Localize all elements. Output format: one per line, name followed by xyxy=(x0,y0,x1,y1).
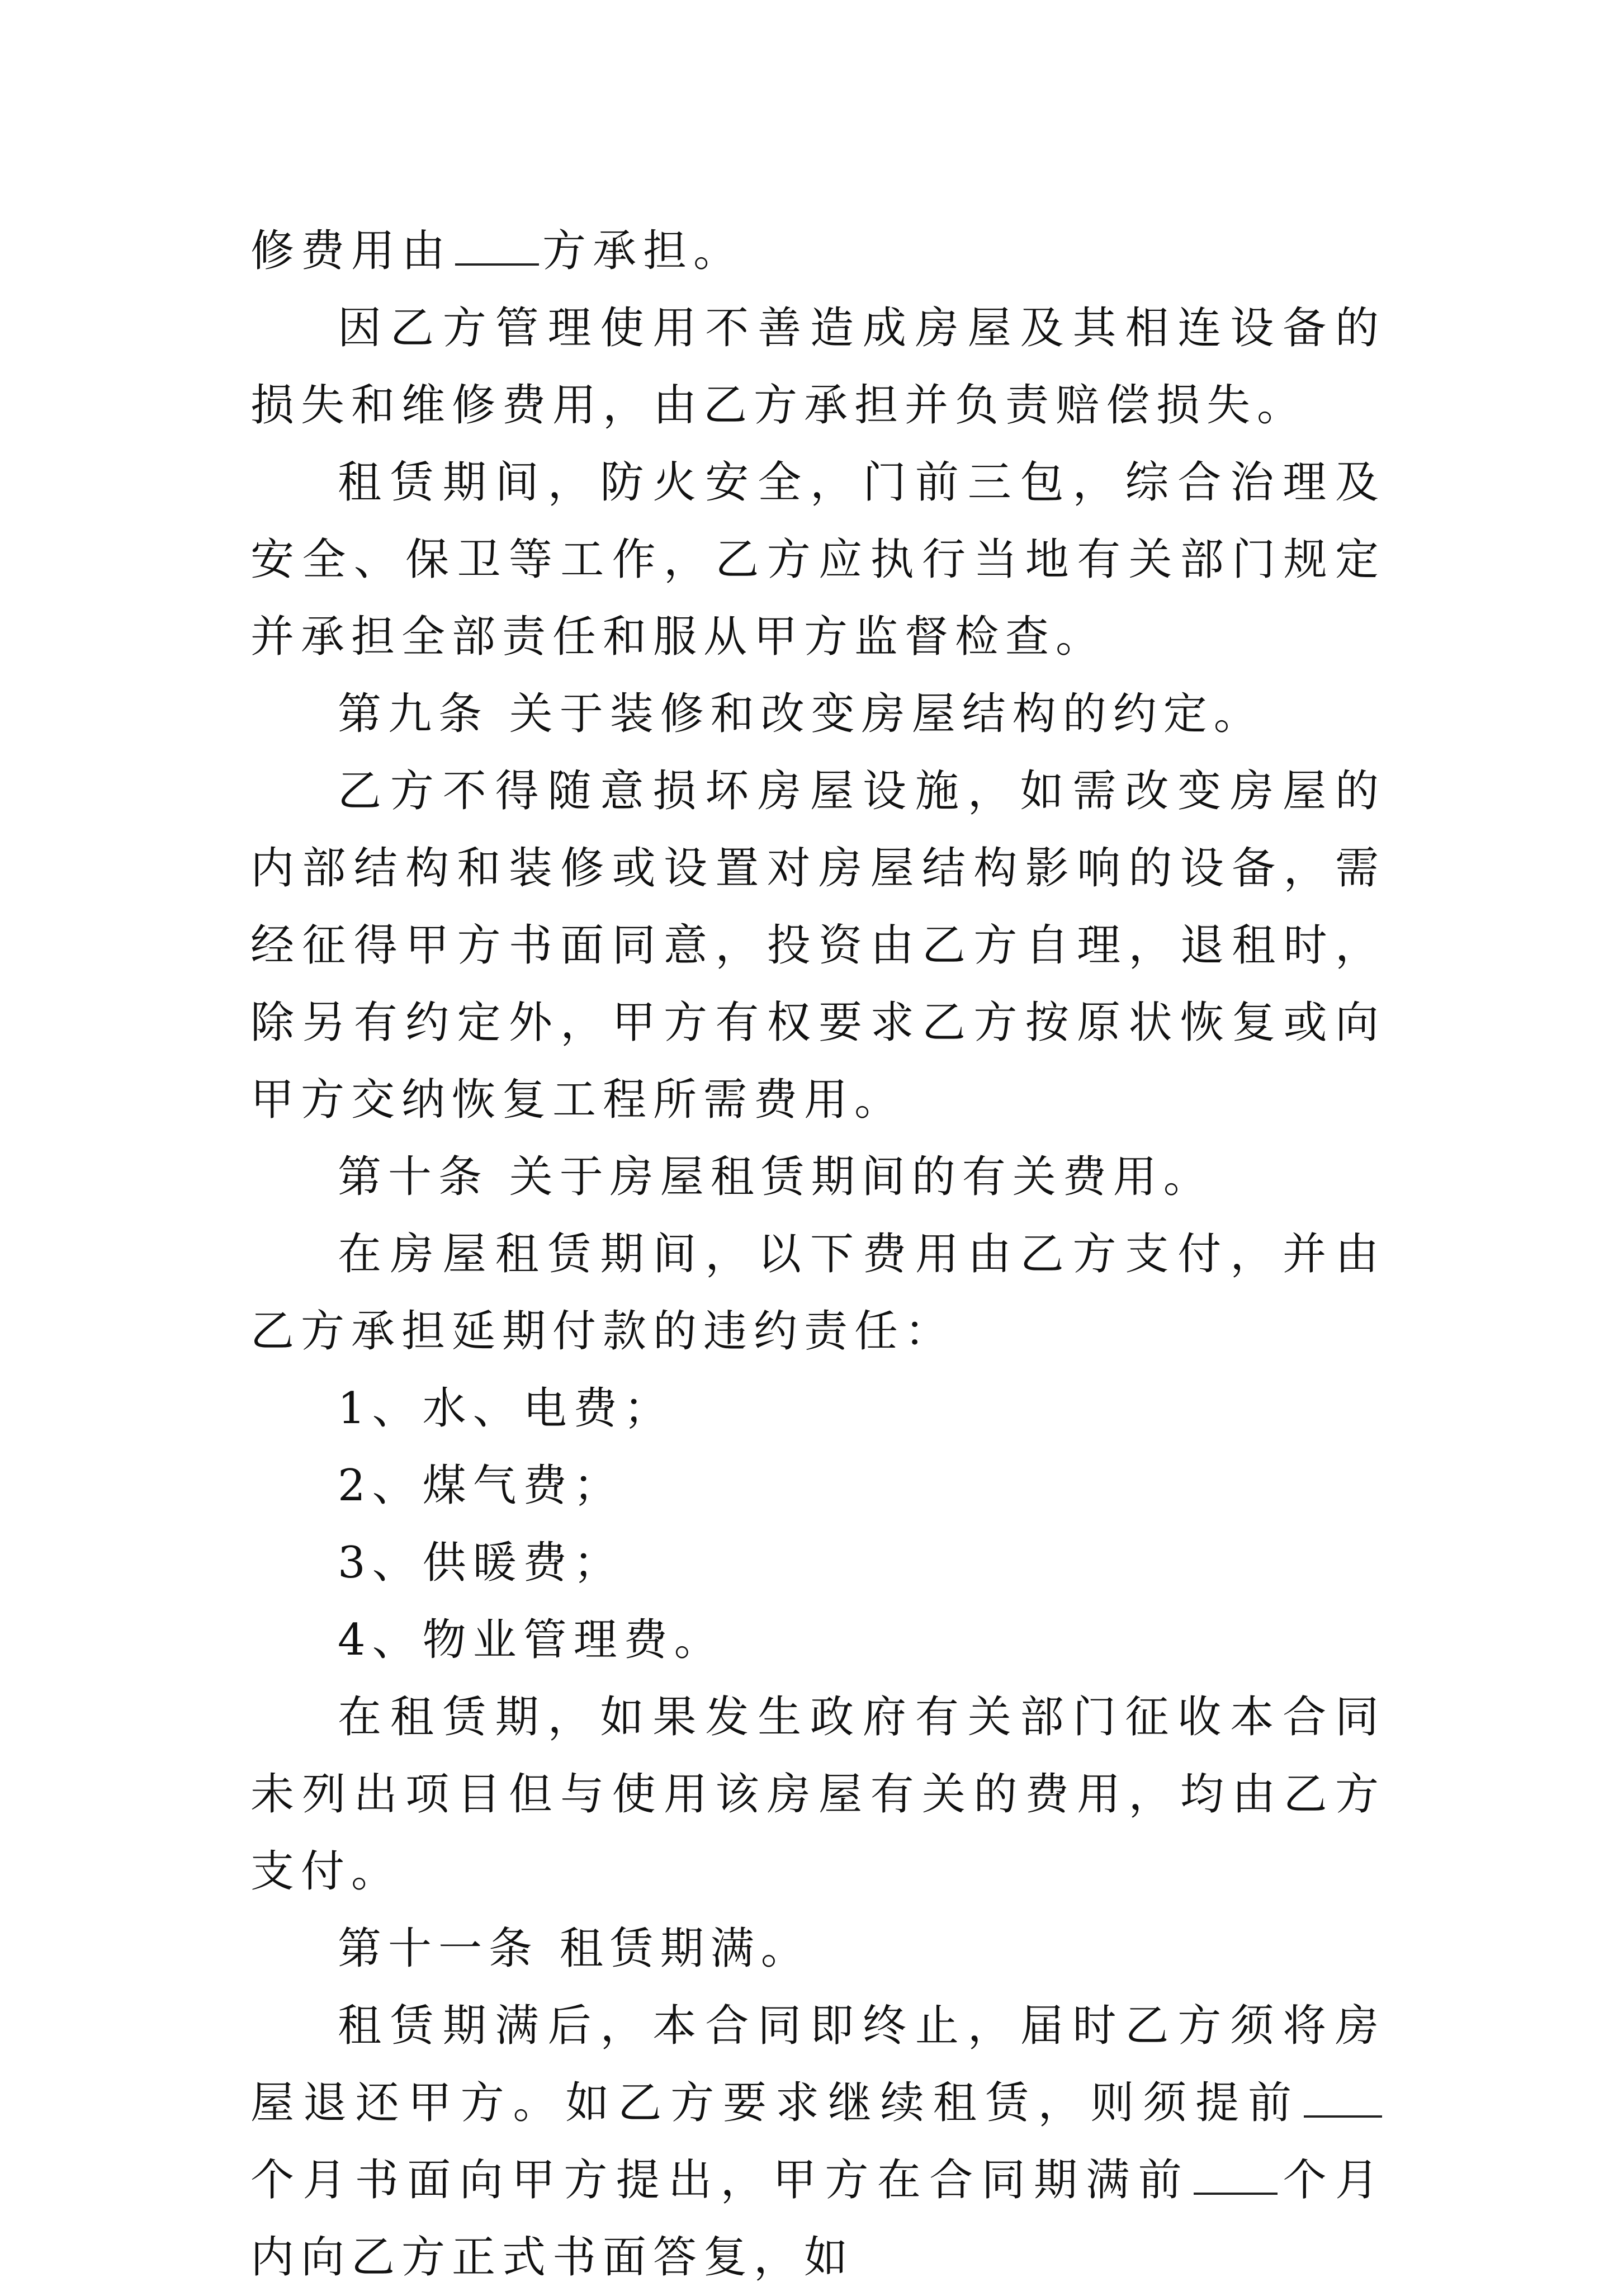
paragraph-text: 租赁期满后，本合同即终止，届时乙方须将房屋退还甲方。如乙方要求继续租赁，则须提前 xyxy=(250,2001,1385,2128)
paragraph-safety-duties: 租赁期间，防火安全，门前三包，综合治理及安全、保卫等工作，乙方应执行当地有关部门规定并承担全部责任和服从甲方监督检查。 xyxy=(250,457,1385,662)
paragraph-fees-intro: 在房屋租赁期间，以下费用由乙方支付，并由乙方承担延期付款的违约责任： xyxy=(250,1229,1385,1357)
paragraph-lease-expiry xyxy=(250,1987,1385,2296)
fill-in-blank xyxy=(455,230,539,266)
list-item: 4、物业管理费。 xyxy=(338,1615,725,1665)
list-item: 1、水、电费； xyxy=(338,1383,674,1434)
list-item: 2、煤气费； xyxy=(338,1461,624,1511)
article-9-heading: 第九条 关于装修和改变房屋结构的约定。 xyxy=(338,689,1264,739)
paragraph-government-fees: 在租赁期，如果发生政府有关部门征收本合同未列出项目但与使用该房屋有关的费用，均由乙方支付。 xyxy=(250,1692,1385,1897)
fill-in-blank xyxy=(1304,2082,1382,2118)
paragraph-renovation: 乙方不得随意损坏房屋设施，如需改变房屋的内部结构和装修或设置对房屋结构影响的设备，需经征得甲方书面同意，投资由乙方自理，退租时，除另有约定外，甲方有权要求乙方按原状恢复或向甲方交纳恢复工程所需费用。 xyxy=(250,766,1385,1125)
paragraph-text: 修费用由 xyxy=(250,226,452,276)
paragraph-text: 个月内向乙方正式书面答复，如 xyxy=(250,2155,1385,2283)
paragraph-text: 个月书面向甲方提出，甲方在合同期满前 xyxy=(250,2155,1191,2205)
paragraph-damage-liability: 因乙方管理使用不善造成房屋及其相连设备的损失和维修费用，由乙方承担并负责赔偿损失。 xyxy=(250,303,1385,431)
article-11-heading: 第十一条 租赁期满。 xyxy=(338,1924,811,1974)
paragraph-repair-cost xyxy=(250,212,1385,290)
document-body xyxy=(250,212,1385,2296)
article-10-heading: 第十条 关于房屋租赁期间的有关费用。 xyxy=(338,1152,1214,1202)
list-item: 3、供暖费； xyxy=(338,1538,624,1588)
paragraph-text: 方承担。 xyxy=(542,226,744,276)
fill-in-blank xyxy=(1194,2159,1278,2195)
